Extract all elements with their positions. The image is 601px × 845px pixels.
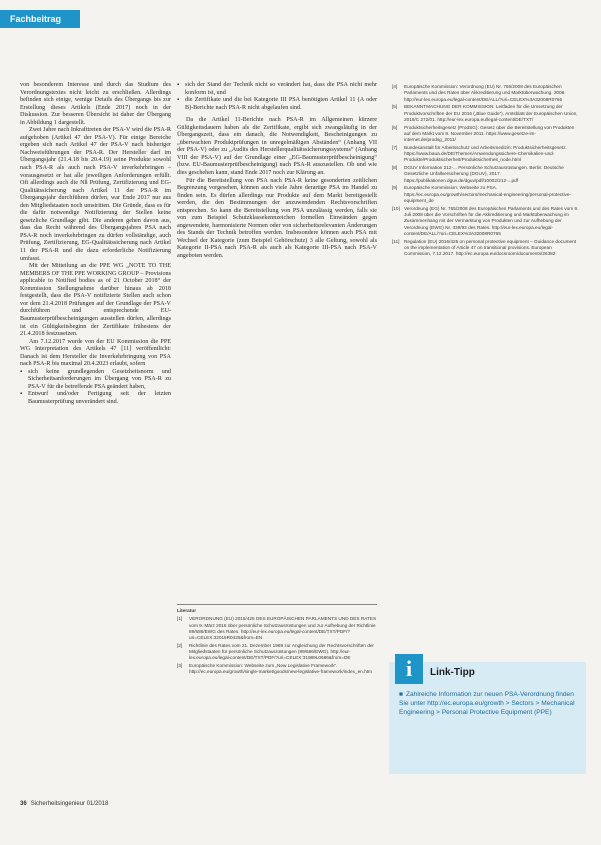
reference-number: [6] [392,124,398,130]
reference-number: [7] [392,144,398,150]
paragraph: Am 7.12.2017 wurde von der EU Kommission die PPE WG Interpretation des Artikels 47 [11] veröffentlicht: Danach ist dem Hersteller die Inverkehrbringung von PSA nach PSA-R bis maximal 20.4.2023 erlaubt, sofern [20,338,171,368]
reference-item [392,165,580,184]
reference-text: Richtlinie des Rates vom 21. Dezember 1989 zur Angleichung der Rechtsvorschriften der Mitgliedstaaten für persönliche Schutzausrüstungen (89/686/EWG). http://eur-lex.europa.eu/legal-content/DE/TXT/PDF/?uri=CELEX:31989L0686&from=DE [189,642,374,661]
reference-number: [4] [392,84,398,89]
references-heading: Literatur [177,608,197,613]
reference-text: BEKANNTMACHUNG DER KOMMISSION: Leitfaden für die Umsetzung der Produktvorschriften der EU 2016 („Blue Guide“). Amtsblatt der Europäischen Union, 2016/C 272/01. http://eur-lex.europa.eu/legal-content/DE/TXT/ [404,104,578,122]
paragraph: Da die Artikel 11-Berichte nach PSA-R im Allgemeinen kürzere Gültigkeitsdauern haben als die Zertifikate, ergibt sich zwangsläufig in der Übergangszeit, dass ein danach, die Notwendigkeit, Bescheinigungen zu „überwachten Produktprüfungen in unregelmäßigen Abständen“ (Anhang VII der PSA-V) oder zu „Audits des Herstellerqualitätssicherungssystems“ (Anhang VIII der PSA-V) auf der Grundlage einer „EG-Baumusterprüfbescheinigung“ (bzw. EU-Baumusterprüfbescheinigung) nach PSA-R auszustellen. Ob und wie dies geschehen kann, stand Ende 2017 noch zur Klärung an. [177,117,377,177]
page-number: 36 [20,801,27,807]
reference-number: [3] [177,663,183,669]
reference-item [392,206,580,237]
reference-item [392,185,580,204]
link-tip-title: Link-Tipp [430,667,475,678]
reference-text: VERORDNUNG (EU) 2016/425 DES EUROPÄISCHEN PARLAMENTS UND DES RATES vom 9. März 2016 über persönliche Schutzausrüstungen und zur Aufhebung der Richtlinie 89/686/EWG des Rates. http://eur-lex.europa.eu/legal-content/DE/TXT/PDF/?uri=CELEX:32016R0425&from=EN [189,616,377,641]
link-tip-box [389,656,586,774]
reference-number: [9] [392,185,398,191]
reference-text: Bundesanstalt für Arbeitsschutz und Arbeitsmedizin: Produktsicherheitsgesetz. https://www.baua.de/DE/Themen/Anwendungssichere-Chemikalien-und-Produkte/Produktsicherheit/Produktsicherheit_node.html [404,144,567,163]
paragraph: von besonderem Interesse und durch das Studium des Verordnungstextes nicht leicht zu erschließen. Allerdings befinden sich einige, wenige Details des Übergangs bis zur Erstellung dieses Artikels (Ende 2017) noch in der Diskussion. Zur besseren Übersicht ist daher der Übergang in Abbildung 1 dargestellt. [20,82,171,126]
paragraph: Zwei Jahre nach Inkrafttreten der PSA-V wird die PSA-R aufgehoben (Artikel 47 der PSA-V). Für einige Bereiche ergeben sich nach Artikel 47 der PSA-V nach bisheriger Nachweisführungen der PSA-R. Der Hersteller darf im Übergangsjahr (21.4.18 bis 20.4.19) seine Produkte sowohl nach PSA-R als auch nach PSA-V inverkehrbringen – vorausgesetzt er hat alle jeweiligen Anforderungen erfüllt. Oft allerdings auch die Nß Prüfung, Zertifizierung und EG-Qualitätssicherung nach Artikel 11 der PSA-R im Übergangsjahr durchführen dürfen, war Ende 2017 nur aus den Mitgliedstaaten noch umstritten. Die Gründe, dass es für die dafür notwendige Notifizierung der Stellen keine gesetzliche Grundlage gibt. Die anderen gehen davon aus, dass das Recht während des Übergangsjahres PSA nach PSA-R noch inverkehrbringen zu dürfen vollständige, auch Prüfung, Zertifizierung, EG-Qualitätssicherung nach Artikel 11 der PSA-R und die dazu erforderliche Notifizierung umfasst. [20,127,171,262]
reference-text: Verordnung (EG) Nr. 765/2008 des Europäischen Parlaments und des Rates vom 9. Juli 2008 über die Vorschriften für die Akkreditierung und Marktüberwachung im Zusammenhang mit der Vermarktung von Produkten und zur Aufhebung der Verordnung (EWG) Nr. 339/93 des Rates. http://eur-lex.europa.eu/legal-content/DE/ALL/?uri=CELEX%3A32008R0765 [404,205,579,236]
reference-text: Europäische Kommission: Verordnung (EU) Nr. 765/2008 des Europäischen Parlaments und des Rates über Akkreditierung und Marktüberwachung. 2008. http://eur-lex.europa.eu/legal-content/DE/ALL/?uri=CELEX%3A32008R0765 [404,84,566,102]
section-tag: Fachbeitrag [0,10,80,28]
body-column-left [20,82,171,407]
reference-item [177,643,377,662]
reference-item [392,145,580,164]
bullet-list [177,82,377,112]
reference-text: Regulation (EU) 2016/425 on personal protective equipment – Guidance document on the implementation of Article 47 on transitional provisions. European Commission, 7.12.2017. http://ec.europa.eu/docsroom/documents/26382 [404,238,576,257]
body-column-middle [177,82,377,261]
journal-name: Sicherheitsingenieur 01/2018 [30,801,109,807]
link-tip-text[interactable]: Zahlreiche Information zur neuen PSA-Verordnung finden Sie unter http://ec.europa.eu/growth > Sectors > Mechanical Engineering > Personal Protective Equipment (PPE) [399,691,575,716]
reference-item [177,616,377,641]
page-footer [20,801,108,807]
info-icon: i [395,654,423,684]
bullet-item: ▪ Entwurf und/oder Fertigung seit der letzten Baumusterprüfung unverändert sind. [28,391,171,406]
reference-item [392,125,580,144]
reference-number: [10] [392,205,400,211]
reference-item [177,663,377,676]
reference-number: [5] [392,104,398,110]
bullet-square-icon: ■ [399,691,403,698]
paragraph: Für die Bereitstellung von PSA nach PSA-R keine gesonderten zeitlichen Begrenzung vorgesehen, können auch viele Jahre derartige PSA im Handel zu finden sein. Es dürfen allerdings nur Produkte auf dem Markt bereitgestellt werden, die den Bestimmungen der anzuwendenden Rechtsvorschriften entsprechen. So kann die Bereitstellung von PSA unzulässig werden, falls sie von zum Beispiel Schutzklassekennzeichen formellen Einwänden gegen angewendete, harmonisierte Normen oder von sicherheitsrelevanten Änderungen des Stands der Technik betroffen werden. Insbesondere können auch PSA mit Wechsel der Kategorie (zum Beispiel Gehörschutz) 3 alle Geltung, sowohl als Kategorie II-PSA nach PSA-R als auch als Kategorie III-PSA nach PSA-V angeboten werden. [177,177,377,260]
reference-text: Produktsicherheitsgesetz (ProdSG): Gesetz über die Bereitstellung von Produkten auf dem Markt vom 8. November 2011. https://www.gesetze-im-internet.de/prodsg_2011/ [404,124,575,143]
reference-text: Europäische Kommission: Webseite zum „New Legislative Framework“. http://ec.europa.eu/growth/single-market/goods/new-legislative-framework/index_en.htm [189,663,372,675]
bullet-item: ▪ die Zertifikate und die bei Kategorie III PSA benötigten Artikel 11 (A oder B)-Berichte nach PSA-R nicht abgelaufen sind. [185,97,377,112]
paragraph: Mit der Mitteilung an die PPE WG „NOTE TO THE MEMBERS OF THE PPE WORKING GROUP – Provisions applicable to Notified bodies as of 21 October 2018“ der Kommission Stellungnahme darüber hinaus ab 2018 festgestellt, dass die PSA-V notifizierte Stellen auch schon vor dem 21.4.2018 Prüfungen auf der Grundlage der PSA-V durchführen und entsprechende EU-Baumusterprüfbescheinigungen ausstellen dürfen, allerdings ist ein Gültigkeitsbeginn der Zertifikate frühestens der 21.4.2018 festzusetzen. [20,263,171,338]
reference-number: [8] [392,165,398,171]
reference-text: Europäische Kommission: Webseite zu PSA. https://ec.europa.eu/growth/sectors/mechanical-engineering/personal-protective-equipment_de [404,185,572,203]
reference-number: [2] [177,642,183,648]
bullet-item: ▪ sich der Stand der Technik nicht so verändert hat, dass die PSA nicht mehr konform ist, und [185,82,377,97]
reference-item [392,84,580,103]
bullet-item: ▪ sich keine grundlegenden Gesetzheitsnorm und Sicherheitsanforderungen im Übergang von PSA-R zu PSA-V für die betreffende PSA geändert haben, [28,369,171,392]
reference-item [392,239,580,258]
reference-number: [11] [392,238,400,244]
bullet-list [20,369,171,407]
references-literature [177,604,377,677]
reference-text: DGUV Information 212-... Persönliche Schutzausrüstungen. Berlin: Deutsche Gesetzliche Unfallversicherung (DGUV), 2017. https://publikationen.dguv.de/dguv/pdf/10002/212-...pdf [404,165,564,183]
reference-number: [1] [177,616,183,622]
reference-item [392,104,580,123]
link-tip-text-block [399,690,581,717]
references-continued [392,84,580,259]
